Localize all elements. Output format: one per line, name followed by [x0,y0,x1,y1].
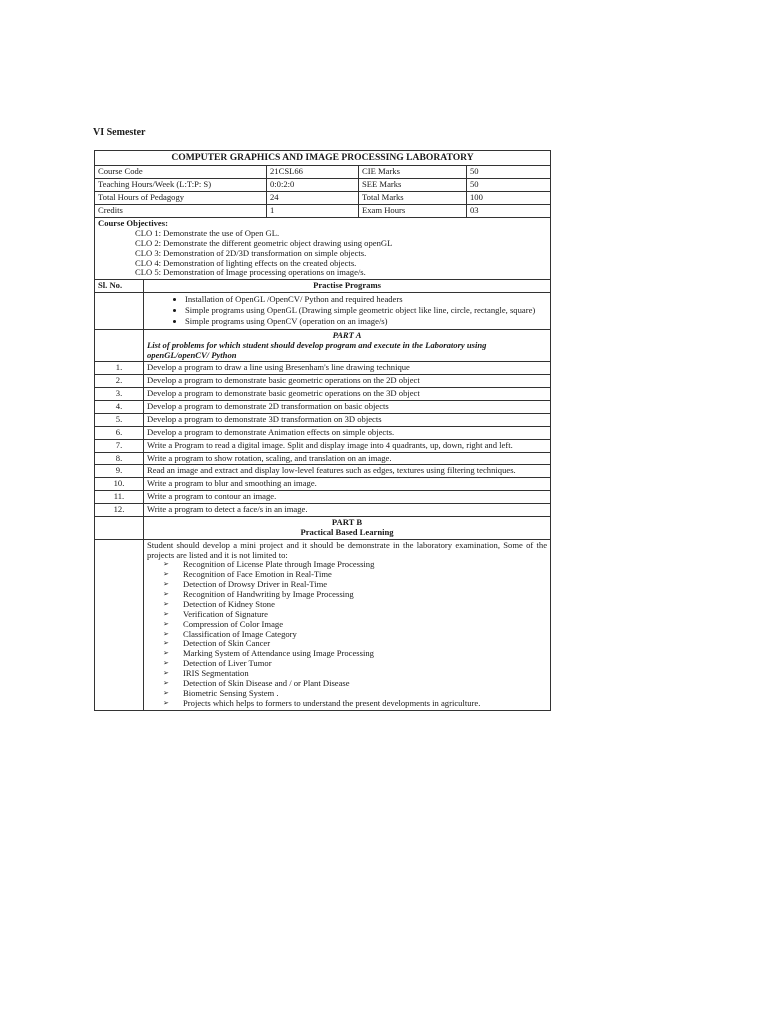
program-number: 8. [95,452,144,465]
practise-item: • Simple programs using OpenGL (Drawing simple geometric object like line, circle, rectangle, square) [185,306,547,316]
program-text: Develop a program to demonstrate basic geometric operations on the 2D object [144,375,551,388]
info-label: SEE Marks [359,179,467,192]
program-text: Develop a program to draw a line using Bresenham's line drawing technique [144,362,551,375]
program-number: 6. [95,426,144,439]
program-text: Read an image and extract and display low-level features such as edges, textures using filtering techniques. [144,465,551,478]
program-number: 12. [95,504,144,517]
project-text: IRIS Segmentation [183,668,249,678]
course-objectives [95,218,551,280]
program-row [95,504,551,517]
program-text: Develop a program to demonstrate basic geometric operations on the 3D object [144,388,551,401]
objectives-list [98,229,547,278]
info-value: 1 [267,205,359,218]
course-title: COMPUTER GRAPHICS AND IMAGE PROCESSING LABORATORY [95,151,551,166]
program-number: 10. [95,478,144,491]
practise-item: • Installation of OpenGL /OpenCV/ Python and required headers [185,295,547,305]
objective-item: CLO 2: Demonstrate the different geometric object drawing using openGL [135,237,393,248]
info-label: CIE Marks [359,166,467,179]
arrow-bullet-icon: ➢ [163,698,169,707]
project-text: Detection of Skin Cancer [183,638,271,649]
part-b-blank-cell [95,516,144,539]
info-row [95,179,551,192]
syllabus-table [94,150,551,711]
projects-blank-cell [95,539,144,710]
info-value: 24 [267,192,359,205]
info-value: 03 [467,205,551,218]
info-row [95,166,551,179]
program-row [95,478,551,491]
program-row [95,439,551,452]
arrow-bullet-icon: ➢ [163,590,169,598]
project-text: Detection of Drowsy Driver in Real-Time [183,579,328,590]
info-label: Credits [95,205,267,218]
program-row [95,465,551,478]
objectives-heading: Course Objectives: [98,218,168,228]
program-row [95,362,551,375]
practise-list [147,295,547,327]
program-text: Write a program to detect a face/s in an image. [144,504,551,517]
program-row [95,426,551,439]
practise-programs-header: Practise Programs [144,280,551,293]
part-a-title: PART A [332,329,362,340]
semester-heading: VI Semester [93,127,146,138]
program-number: 2. [95,375,144,388]
project-text: Verification of Signature [183,608,268,619]
info-label: Course Code [95,166,267,179]
program-number: 11. [95,491,144,504]
program-text: Write a program to show rotation, scaling, and translation on an image. [144,452,551,465]
arrow-bullet-icon: ➢ [163,629,169,638]
arrow-bullet-icon: ➢ [163,609,169,618]
info-label: Exam Hours [359,205,467,218]
project-text: Recognition of Face Emotion in Real-Time [183,569,332,580]
project-text: Biometric Sensing System . [183,687,279,698]
part-a-cell [144,329,551,362]
arrow-bullet-icon: ➢ [163,678,169,687]
program-text: Develop a program to demonstrate 3D transformation on 3D objects [144,413,551,426]
info-value: 50 [467,179,551,192]
arrow-bullet-icon: ➢ [163,580,169,589]
program-number: 5. [95,413,144,426]
info-label: Total Marks [359,192,467,205]
program-text: Write a program to contour an image. [144,491,551,504]
arrow-bullet-icon: ➢ [163,649,169,658]
program-row [95,491,551,504]
program-number: 9. [95,465,144,478]
program-number: 3. [95,388,144,401]
arrow-bullet-icon: ➢ [163,619,169,628]
program-text: Develop a program to demonstrate 2D transformation on basic objects [144,401,551,414]
info-value: 100 [467,192,551,205]
program-row [95,388,551,401]
arrow-bullet-icon: ➢ [163,599,169,608]
part-b-subtitle: Practical Based Learning [300,526,394,537]
sl-no-header: Sl. No. [95,280,144,293]
project-text: Compression of Color Image [183,618,284,629]
info-value: 0:0:2:0 [267,179,359,192]
project-item [163,699,547,709]
arrow-bullet-icon: ➢ [163,688,169,697]
info-value: 21CSL66 [267,166,359,179]
practise-item: • Simple programs using OpenCV (operation on an image/s) [185,317,547,327]
program-row [95,413,551,426]
info-row [95,205,551,218]
objective-item: CLO 1: Demonstrate the use of Open GL. [135,227,280,238]
project-text: Recognition of Handwriting by Image Processing [183,589,354,599]
arrow-bullet-icon: ➢ [163,639,169,648]
program-text: Develop a program to demonstrate Animation effects on simple objects. [144,426,551,439]
program-text: Write a program to blur and smoothing an image. [144,478,551,491]
project-text: Projects which helps to formers to understand the present developments in agriculture. [183,697,481,708]
info-label: Total Hours of Pedagogy [95,192,267,205]
project-text: Detection of Kidney Stone [183,598,275,609]
program-list [95,362,551,517]
arrow-bullet-icon: ➢ [163,560,169,569]
practise-programs-cell [144,293,551,330]
program-number: 1. [95,362,144,375]
info-label: Teaching Hours/Week (L:T:P: S) [95,179,267,192]
part-b-intro: Student should develop a mini project and it should be demonstrate in the laboratory examination, Some of the projects are listed and it is not limited to: [147,539,548,560]
part-a-description: List of problems for which student should develop program and execute in the Laboratory using openGL/openCV/ Python [147,339,487,360]
program-row [95,452,551,465]
part-a-blank-cell [95,329,144,362]
objective-item: CLO 3: Demonstration of 2D/3D transformation on simple objects. [135,247,367,258]
program-row [95,401,551,414]
arrow-bullet-icon: ➢ [163,669,169,677]
project-text: Classification of Image Category [183,628,297,639]
course-info [95,166,551,218]
program-row [95,375,551,388]
arrow-bullet-icon: ➢ [163,570,169,579]
project-list [147,560,547,708]
project-text: Marking System of Attendance using Image Processing [183,648,374,659]
program-number: 4. [95,401,144,414]
program-text: Write a Program to read a digital image. Split and display image into 4 quadrants, up, down, right and left. [144,439,551,452]
arrow-bullet-icon: ➢ [163,659,169,668]
projects-cell [144,539,551,710]
info-value: 50 [467,166,551,179]
program-number: 7. [95,439,144,452]
objective-item: CLO 5: Demonstration of Image processing operations on image/s. [135,267,366,278]
project-text: Recognition of License Plate through Image Processing [183,559,375,570]
project-text: Detection of Skin Disease and / or Plant Disease [183,677,350,688]
practise-blank-cell [95,293,144,330]
project-text: Detection of Liver Tumor [183,658,272,669]
info-row [95,192,551,205]
part-b-title: PART B [331,516,363,527]
objective-item: CLO 4: Demonstration of lighting effects on the created objects. [135,257,357,268]
part-b-cell [144,516,551,539]
